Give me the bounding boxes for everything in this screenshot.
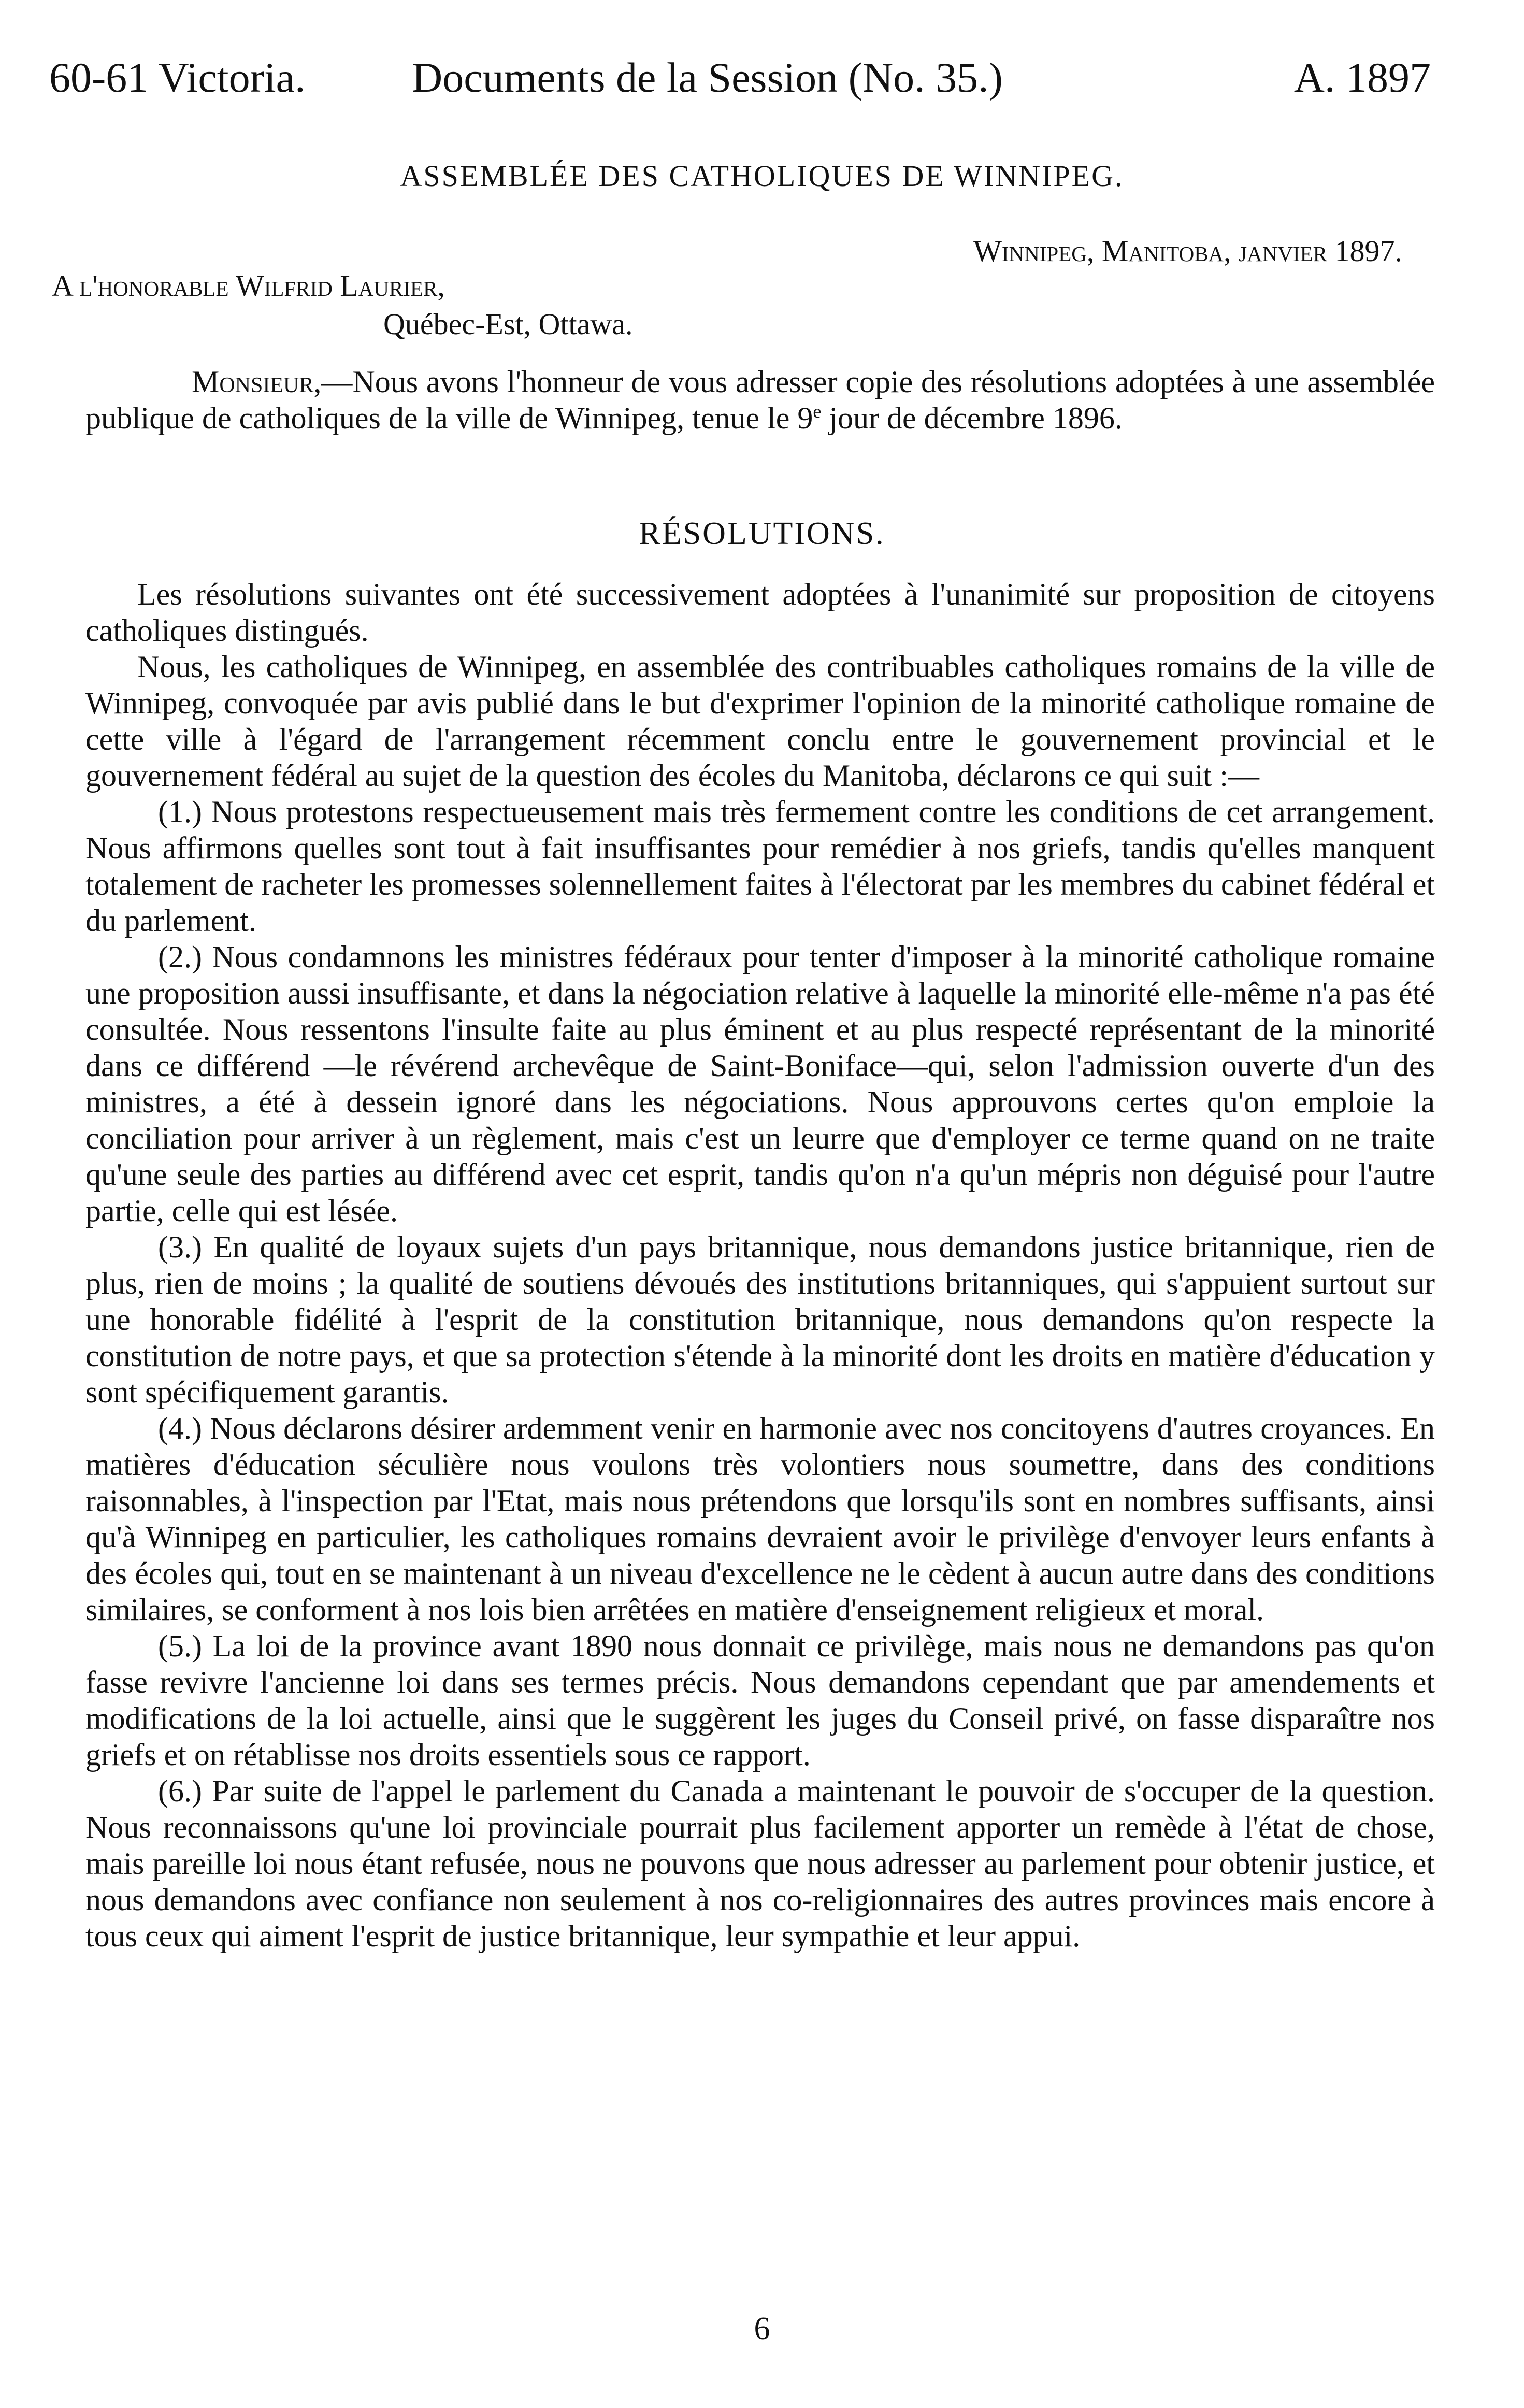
intro-paragraph [85, 364, 1435, 436]
resolution-4: (4.) Nous déclarons désirer ardemment venir en harmonie avec nos concitoyens d'autres croyances. En matières d'éducation séculière nous voulons très volontiers nous soumettre, dans des conditions raisonnables, à l'inspection par l'Etat, mais nous prétendons que lorsqu'ils sont en nombres suffisants, ainsi qu'à Winnipeg en particulier, les catholiques romains devraient avoir le privilège d'envoyer leurs enfants à des écoles qui, tout en se maintenant à un niveau d'excellence ne le cèdent à aucun autre dans des conditions similaires, se conforment à nos lois bien arrêtées en matière d'enseignement religieux et moral. [85, 1411, 1435, 1627]
resolution-6: (6.) Par suite de l'appel le parlement du Canada a maintenant le pouvoir de s'occuper de la question. Nous reconnaissons qu'une loi provinciale pourrait plus facilement apporter un remède à l'état de chose, mais pareille loi nous étant refusée, nous ne pouvons que nous adresser au parlement pour obtenir justice, et nous demandons avec confiance non seulement à nos co-religionnaires des autres provinces mais encore à tous ceux qui aiment l'esprit de justice britannique, leur sympathie et leur appui. [85, 1774, 1435, 1953]
salutation: Monsieur, [192, 365, 322, 399]
dateline: Winnipeg, Manitoba, janvier 1897. [973, 234, 1402, 268]
resolution-2: (2.) Nous condamnons les ministres fédéraux pour tenter d'imposer à la minorité catholique romaine une proposition aussi insuffisante, et dans la négociation relative à laquelle la minorité elle-même n'a pas été consultée. Nous ressentons l'insulte faite au plus éminent et au plus respecté représentant de la minorité dans ce différend —le révérend archevêque de Saint-Boniface—qui, selon l'admission ouverte d'un des ministres, a été à dessein ignoré dans les négociations. Nous approuvons certes qu'on emploie la conciliation pour arriver à un règlement, mais c'est un leurre que d'employer ce terme quand on ne traite qu'une seule des parties au différend avec cet esprit, tandis qu'on n'a qu'un mépris non déguisé pour l'autre partie, celle qui est lésée. [85, 940, 1435, 1228]
resolution-3: (3.) En qualité de loyaux sujets d'un pays britannique, nous demandons justice britannique, rien de plus, rien de moins ; la qualité de soutiens dévoués des institutions britanniques, qui s'appuient surtout sur une honorable fidélité à l'esprit de la constitution britannique, nous demandons qu'on respecte la constitution de notre pays, et que sa protection s'étende à la minorité dont les droits en matière d'éducation y sont spécifiquement garantis. [85, 1230, 1435, 1409]
page-number: 6 [754, 2311, 770, 2346]
resolutions-lead: Les résolutions suivantes ont été successivement adoptées à l'unanimité sur proposition de citoyens catholiques distingués. [85, 577, 1435, 648]
addressee-name: A l'honorable Wilfrid Laurier, [52, 269, 445, 303]
resolutions-preamble: Nous, les catholiques de Winnipeg, en assemblée des contribuables catholiques romains de la ville de Winnipeg, convoquée par avis publié dans le but d'exprimer l'opinion de la minorité catholique romaine de cette ville à l'égard de l'arrangement récemment conclu entre le gouvernement provincial et le gouvernement fédéral au sujet de la question des écoles du Manitoba, déclarons ce qui suit :— [85, 650, 1435, 793]
document-title: ASSEMBLÉE DES CATHOLIQUES DE WINNIPEG. [400, 159, 1124, 193]
running-head-title: Documents de la Session (No. 35.) [412, 54, 1003, 101]
resolution-1: (1.) Nous protestons respectueusement mais très fermement contre les conditions de cet arrangement. Nous affirmons quelles sont tout à fait insuffisantes pour remédier à nos griefs, tandis qu'elles manquent totalement de racheter les promesses solennellement faites à l'électorat par les membres du cabinet fédéral et du parlement. [85, 795, 1435, 938]
resolution-5: (5.) La loi de la province avant 1890 nous donnait ce privilège, mais nous ne demandons pas qu'on fasse revivre l'ancienne loi dans ses termes précis. Nous demandons cependant que par amendements et modifications de la loi actuelle, ainsi que le suggèrent les juges du Conseil privé, on fasse disparaître nos griefs et on rétablisse nos droits essentiels sous ce rapport. [85, 1629, 1435, 1772]
running-head [49, 49, 1431, 106]
intro-text-end: jour de décembre 1896. [821, 401, 1123, 435]
running-head-volume: 60-61 Victoria. [49, 54, 306, 101]
running-head-year: A. 1897 [1293, 54, 1431, 101]
resolutions-heading: RÉSOLUTIONS. [639, 516, 885, 551]
addressee-location: Québec-Est, Ottawa. [383, 307, 633, 341]
intro-text: —Nous avons l'honneur de vous adresser copie des résolutions adoptées à une assemblée publique de catholiques de la ville de Winnipeg, tenue le 9 [85, 365, 1435, 435]
addressee [52, 267, 633, 343]
ordinal-superscript: e [813, 401, 822, 422]
resolutions-body [85, 576, 1435, 1954]
